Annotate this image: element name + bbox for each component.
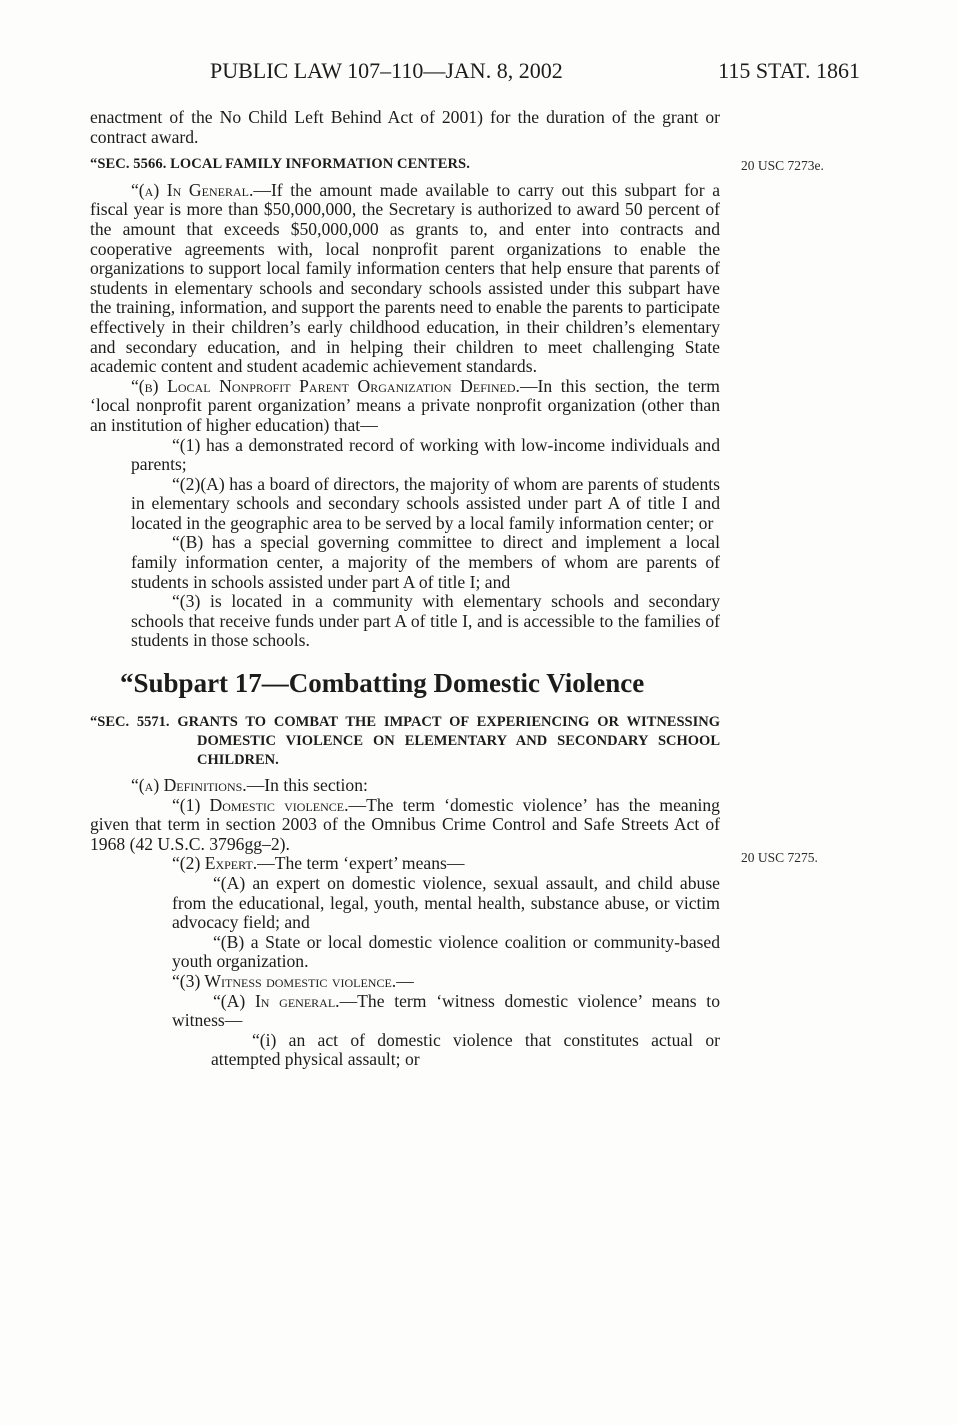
expert-criterion-b: “(B) a State or local domestic violence coalition or community-based youth organization.: [172, 931, 720, 972]
witness-clause-list: [90, 1031, 720, 1070]
definition-2-expert: [90, 854, 720, 874]
definitions-intro: [90, 776, 720, 796]
document-body: [90, 108, 720, 1070]
subsection-b-heading: “(b) Local Nonprofit Parent Organization Defined.: [131, 375, 520, 396]
witness-general-text: —The term ‘witness domestic violence’ means to witness—: [172, 990, 720, 1031]
witness-general-heading: “(A) In general.: [213, 990, 340, 1011]
header-stat-page: 115 STAT. 1861: [718, 58, 860, 83]
section-5566-heading: “SEC. 5566. LOCAL FAMILY INFORMATION CENTERS.: [90, 156, 470, 173]
margin-note-usc-7275: 20 USC 7275.: [741, 850, 818, 865]
expert-criteria-list: [90, 874, 720, 972]
subsection-a-text: —If the amount made available to carry out this subpart for a fiscal year is more than $50,000,000, the Secretary is authorized to award 50 percent of the amount that exceeds $50,000,000 as grants to, and enter into contracts and cooperative agreements with, local nonprofit parent organizations to enable the organizations to support local family information centers that help ensure that parents of students in elementary schools and secondary schools assisted under this subpart have the training, information, and support the parents need to enable the parents to participate effectively in their children’s early childhood education, in their children’s elementary and secondary education, and in helping their children to meet challenging State academic content and student academic achievement standards.: [90, 179, 720, 377]
subsection-b-defined: [90, 377, 720, 436]
definition-3-text: —: [396, 970, 414, 991]
criterion-2b: “(B) has a special governing committee to direct and implement a local family information center, a majority of the members of whom are parents of students in schools assisted under part A of title I; and: [131, 532, 720, 592]
subsection-b-text: —In this section, the term ‘local nonprofit parent organization’ means a private nonprofit organization (other than an institution of higher education) that—: [90, 375, 720, 435]
definition-1-heading: “(1) Domestic violence.: [172, 794, 349, 815]
expert-criterion-a: “(A) an expert on domestic violence, sexual assault, and child abuse from the educational, legal, youth, mental health, substance abuse, or victim advocacy field; and: [172, 873, 720, 933]
section-5571-heading: “SEC. 5571. GRANTS TO COMBAT THE IMPACT OF EXPERIENCING OR WITNESSING DOMESTIC VIOLENCE ON ELEMENTARY AND SECONDARY SCHOOL CHILDREN.: [90, 714, 720, 769]
header-public-law: PUBLIC LAW 107–110—JAN. 8, 2002: [210, 58, 563, 83]
subpart-17-title: “Subpart 17—Combatting Domestic Violence: [120, 668, 645, 699]
definition-2-text: —The term ‘expert’ means—: [257, 853, 465, 874]
margin-note-usc-7273e: 20 USC 7273e.: [741, 158, 824, 173]
definitions-heading: “(a) Definitions.: [131, 775, 247, 796]
witness-definition-block: [90, 992, 720, 1031]
subsection-a-heading: “(a) In General.: [131, 179, 254, 200]
criterion-2a: “(2)(A) has a board of directors, the majority of whom are parents of students in elementary schools and secondary schools assisted under part A of title I and located in the geographic area to be served by a local family information center; or: [131, 473, 720, 533]
criterion-3: “(3) is located in a community with elementary schools and secondary schools that receive funds under part A of title I, and is accessible to the families of students in those schools.: [131, 591, 720, 651]
criterion-1: “(1) has a demonstrated record of working with low-income individuals and parents;: [131, 434, 720, 475]
subsection-a-general: [90, 181, 720, 377]
definition-3-heading: “(3) Witness domestic violence.: [172, 970, 397, 991]
organization-criteria-list: [90, 436, 720, 652]
witness-clause-i: “(i) an act of domestic violence that constitutes actual or attempted physical assault; or: [211, 1029, 720, 1070]
definitions-text: —In this section:: [246, 775, 368, 796]
definition-1-domestic-violence: [90, 796, 720, 855]
page-header: [210, 58, 860, 90]
definition-2-heading: “(2) Expert.: [172, 853, 258, 874]
continuation-paragraph: enactment of the No Child Left Behind Act of 2001) for the duration of the grant or contract award.: [90, 107, 720, 147]
definition-1-text: —The term ‘domestic violence’ has the meaning given that term in section 2003 of the Omnibus Crime Control and Safe Streets Act of 1968 (42 U.S.C. 3796gg–2).: [90, 794, 720, 854]
definition-3-witness: [90, 972, 720, 992]
witness-general: [172, 992, 720, 1031]
